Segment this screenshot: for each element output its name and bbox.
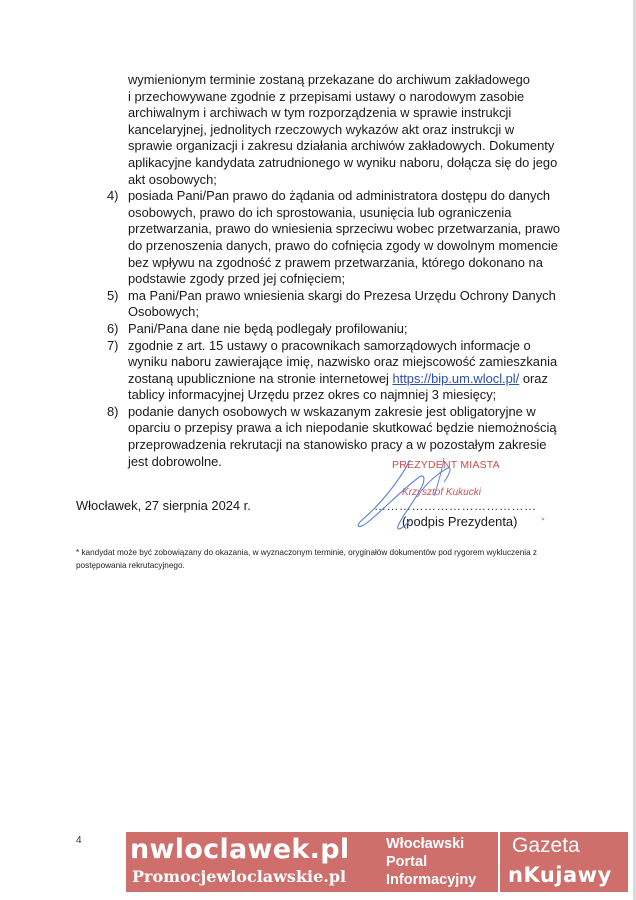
footnote-line: * kandydat może być zobowiązany do okazania, w wyznaczonym terminie, oryginałów dokumentów pod rygorem wykluczenia z bbox=[76, 548, 537, 557]
signature-dotted-line: ………………………………… bbox=[374, 499, 537, 513]
banner-url-sub[interactable]: Promocjewloclawskie.pl bbox=[132, 867, 347, 886]
text-line: wyniku naboru zawierające imię, nazwisko oraz miejscowość zamieszkania bbox=[128, 354, 558, 370]
bip-link[interactable]: https://bip.um.wlocl.pl/ bbox=[392, 370, 520, 386]
text-line: jest dobrowolne. bbox=[128, 453, 222, 469]
list-number: 4) bbox=[107, 188, 119, 204]
text-line: wymienionym terminie zostaną przekazane do archiwum zakładowego bbox=[128, 72, 530, 87]
text-line: przetwarzania, prawo do wniesienia sprzeciwu wobec przetwarzania, prawo bbox=[128, 221, 561, 237]
text-line: i przechowywane zgodnie z przepisami ustawy o narodowym zasobie bbox=[128, 88, 525, 104]
text-line: osobowych, prawo do ich sprostowania, usunięcia lub ograniczenia bbox=[128, 204, 512, 220]
text-line: bez wpływu na zgodność z prawem przetwarzania, którego dokonano na bbox=[128, 254, 543, 270]
watermark-banner bbox=[126, 832, 628, 892]
footnote-line: postępowania rekrutacyjnego. bbox=[76, 560, 185, 570]
stamp-title: PREZYDENT MIASTA bbox=[392, 459, 500, 471]
banner-portal-label bbox=[386, 835, 476, 889]
list-number: 5) bbox=[107, 287, 119, 303]
list-item-7 bbox=[107, 337, 558, 404]
banner-gazeta-brand[interactable]: nKujawy bbox=[508, 863, 612, 887]
text-line: oparciu o przepisy prawa a ich niepodanie skutkować będzie niemożnością bbox=[128, 420, 557, 436]
banner-gazeta-label: Gazeta bbox=[512, 834, 580, 857]
portal-line: Portal bbox=[386, 854, 428, 870]
banner-urls bbox=[130, 835, 380, 889]
text-line: zgodnie z art. 15 ustawy o pracownikach samorządowych informacje o bbox=[128, 337, 531, 353]
list-item-5 bbox=[107, 287, 556, 321]
list-number: 7) bbox=[107, 337, 119, 353]
text-line: archiwalnym i archiwach w tym rozporządzenia w sprawie instrukcji bbox=[128, 105, 512, 121]
signature-caption: (podpis Prezydenta) bbox=[402, 514, 518, 529]
text-fragment: oraz bbox=[519, 370, 548, 386]
text-line: do przenoszenia danych, prawo do cofnięcia zgody w dowolnym momencie bbox=[128, 237, 558, 253]
text-line-with-link bbox=[128, 371, 557, 388]
text-line: aplikacyjne kandydata zatrudnionego w wyniku naboru, dołącza się do jego bbox=[128, 154, 558, 170]
handwritten-signature-icon bbox=[340, 450, 560, 540]
signature-block bbox=[340, 450, 560, 540]
text-line: Osobowych; bbox=[128, 304, 199, 320]
text-line: ma Pani/Pan prawo wniesienia skargi do Prezesa Urzędu Ochrony Danych bbox=[128, 287, 556, 303]
banner-url-main[interactable]: nwloclawek.pl bbox=[130, 834, 350, 865]
list-item-4 bbox=[107, 188, 561, 288]
text-line: akt osobowych; bbox=[128, 171, 217, 187]
banner-divider bbox=[498, 832, 500, 892]
list-number: 6) bbox=[107, 320, 119, 336]
text-line: kancelaryjnej, jednolitych rzeczowych wykazów akt oraz instrukcji w bbox=[128, 121, 515, 137]
document-body bbox=[107, 72, 561, 470]
list-number: 8) bbox=[107, 403, 119, 419]
date-place: Włocławek, 27 sierpnia 2024 r. bbox=[76, 498, 251, 513]
text-fragment: zostaną upublicznione na stronie internetowej bbox=[128, 370, 393, 386]
portal-line: Informacyjny bbox=[386, 872, 477, 888]
stamp-name: Krzysztof Kukucki bbox=[402, 487, 481, 498]
text-line: podstawie zgody przed jej cofnięciem; bbox=[128, 271, 346, 287]
list-item-6 bbox=[107, 321, 552, 338]
page-number: 4 bbox=[76, 835, 82, 846]
portal-line: Włocławski bbox=[386, 836, 465, 852]
text-line: tablicy informacyjnej Urzędu przez okres co najmniej 3 miesięcy; bbox=[128, 387, 497, 403]
footnote bbox=[76, 547, 551, 572]
text-line: sprawie organizacji i zakresu działania archiwów zakładowych. Dokumenty bbox=[128, 138, 555, 154]
text-line: podanie danych osobowych w wskazanym zakresie jest obligatoryjne w bbox=[128, 403, 536, 419]
text-line: Pani/Pana dane nie będą podlegały profilowaniu; bbox=[128, 320, 408, 336]
paragraph-continuation bbox=[107, 72, 558, 188]
text-line: przeprowadzenia rekrutacji na stanowisko pracy a w pozostałym zakresie bbox=[128, 437, 547, 453]
text-line: posiada Pani/Pan prawo do żądania od administratora dostępu do danych bbox=[128, 188, 551, 204]
